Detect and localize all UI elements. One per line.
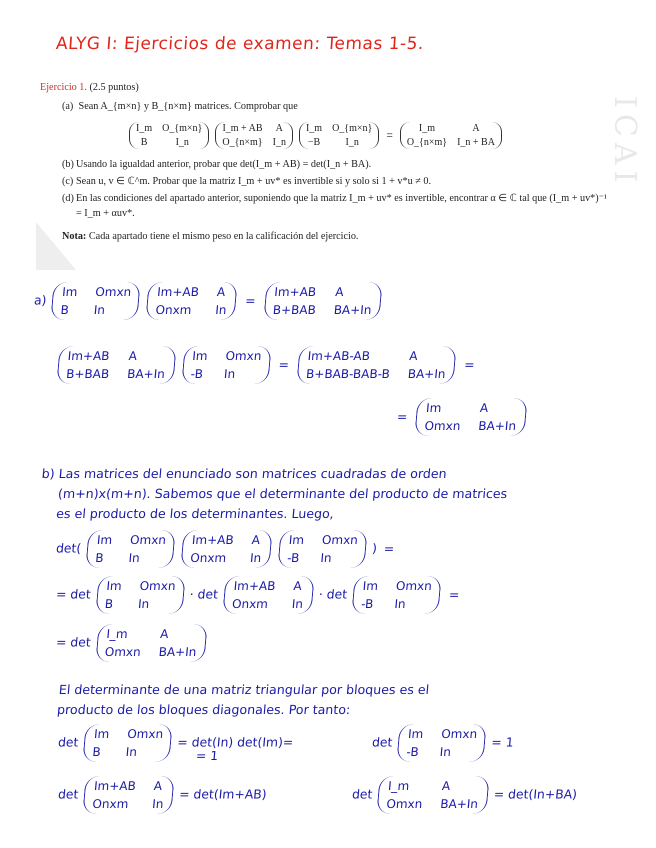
matrix: Im+AB A Onxm In <box>181 530 273 568</box>
matrix: Im+AB A Onxm In <box>146 282 238 320</box>
matrix: Im Omxn -B In <box>277 530 367 568</box>
matrix: Im Omxn -B In <box>181 346 271 384</box>
solution-b-para1: b) Las matrices del enunciado son matrices cuadradas de orden (m+n)x(m+n). Sabemos que el determinante del producto de matrices es el producto de los determinantes. Luego, <box>41 466 508 521</box>
matrix: I_m A O_{n×m} I_n + BA <box>400 122 502 149</box>
matrix: I_m + AB A O_{n×m} I_n <box>215 122 293 149</box>
matrix: Im A Omxn BA+In <box>415 398 528 436</box>
matrix: Im+AB A Onxm In <box>83 776 175 814</box>
solution-a-line2: Im+AB A B+BAB BA+In Im Omxn -B In = Im+AB-AB A B+BAB-BAB-B BA+In = <box>54 346 479 384</box>
block-det-4: det I_m A Omxn BA+In = det(In+BA) <box>350 776 578 814</box>
item-c: (c) Sean u, v ∈ ℂ^m. Probar que la matriz I_m + uv* es invertible si y solo si 1 + v*u ≠ 0. <box>62 176 432 187</box>
matrix: Im+AB A Onxm In <box>222 576 314 614</box>
solution-b-para2: El determinante de una matriz triangular por bloques es el producto de los bloques diagonales. Por tanto: <box>56 682 430 717</box>
matrix: Im+AB A B+BAB BA+In <box>56 346 176 384</box>
block-det-3: det Im+AB A Onxm In = det(Im+AB) <box>56 776 268 814</box>
identity-equation: I_m O_{m×n} B I_n I_m + AB A O_{n×m} I_n I_m O_{m×n} −B I_n = I_m A O_{n×m} I_n + BA <box>126 122 610 149</box>
item-a: (a) Sean A_{m×n} y B_{n×m} matrices. Comprobar que <box>62 101 298 112</box>
block-det-1: det Im Omxn B In = det(In) det(Im)= <box>56 724 295 762</box>
solution-b-det-split: = det Im Omxn B In · det Im+AB A Onxm In · det Im Omxn -B In = <box>54 576 464 614</box>
matrix: Im Omxn -B In <box>351 576 441 614</box>
matrix: I_m O_{m×n} −B I_n <box>299 122 379 149</box>
block-det-1-value: = 1 <box>195 748 219 763</box>
item-b: (b) Usando la igualdad anterior, probar que det(I_m + AB) = det(I_n + BA). <box>62 159 372 170</box>
matrix: Im Omxn B In <box>95 576 185 614</box>
watermark: ICAI <box>607 96 642 189</box>
solution-a-line3: = Im A Omxn BA+In <box>392 398 529 436</box>
matrix: I_m A Omxn BA+In <box>377 776 490 814</box>
exercise-statement <box>40 82 610 242</box>
solution-b-det-product: det( Im Omxn B In Im+AB A Onxm In Im Omxn -B In ) = <box>54 530 399 568</box>
matrix: Im Omxn B In <box>83 724 173 762</box>
solution-a-line1: a) Im Omxn B In Im+AB A Onxm In = Im+AB A B+BAB BA+In <box>32 282 385 320</box>
page-title: ALYG I: Ejercicios de examen: Temas 1-5. <box>55 34 425 54</box>
matrix: Im Omxn -B In <box>397 724 487 762</box>
item-d: (d) En las condiciones del apartado anterior, suponiendo que la matriz I_m + uv* es invertible, encontrar α ∈ ℂ tal que (I_m + uv*)⁻¹ = I_m + αuv*. <box>62 193 608 219</box>
matrix: Im+AB-AB A B+BAB-BAB-B BA+In <box>296 346 457 384</box>
matrix: I_m A Omxn BA+In <box>95 624 208 662</box>
matrix: Im Omxn B In <box>51 282 141 320</box>
matrix: Im+AB A B+BAB BA+In <box>263 282 383 320</box>
matrix: I_m O_{m×n} B I_n <box>129 122 209 149</box>
note: Nota: Cada apartado tiene el mismo peso en la calificación del ejercicio. <box>62 231 359 242</box>
matrix: Im Omxn B In <box>85 530 175 568</box>
exercise-label: Ejercicio 1. <box>40 82 87 93</box>
block-det-2: det Im Omxn -B In = 1 <box>370 724 515 762</box>
exercise-points: (2.5 puntos) <box>89 82 139 93</box>
solution-b-det-result: = det I_m A Omxn BA+In <box>54 624 209 662</box>
